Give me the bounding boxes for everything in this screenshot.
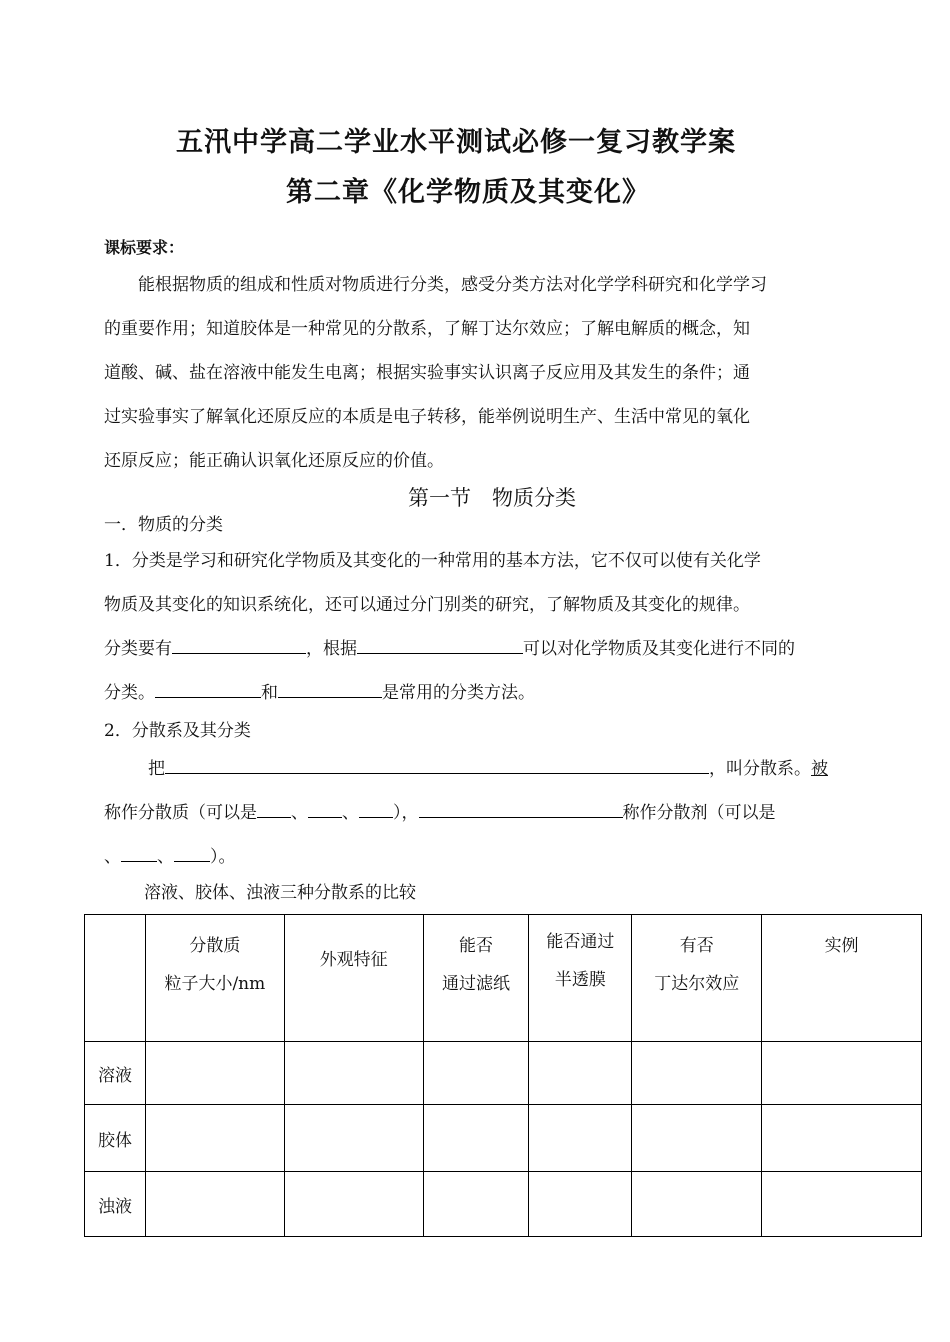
table-cell[interactable] (284, 1172, 423, 1237)
table-row (85, 1172, 922, 1237)
para1-line-3 (104, 634, 795, 659)
table-cell[interactable] (284, 1105, 423, 1172)
standards-line-4: 过实验事实了解氧化还原反应的本质是电子转移，能举例说明生产、生活中常见的氧化 (104, 407, 750, 427)
text: ，根据 (306, 639, 357, 659)
table-cell[interactable] (423, 1105, 529, 1172)
para2-line-2 (104, 798, 776, 823)
text: 被 (811, 759, 828, 779)
row-label-colloid: 胶体 (85, 1105, 146, 1172)
text: 、 (291, 803, 308, 823)
fill-blank[interactable] (165, 757, 709, 774)
subsection-2: 2．分散系及其分类 (104, 721, 251, 741)
table-cell[interactable] (423, 1042, 529, 1105)
header-examples: 实例 (762, 915, 922, 1042)
fill-blank[interactable] (359, 801, 393, 818)
table-cell[interactable] (145, 1042, 284, 1105)
table-row (85, 1042, 922, 1105)
comparison-table (84, 914, 922, 1237)
text: ，叫分散系。 (709, 759, 811, 779)
text: 可以对化学物质及其变化进行不同的 (523, 639, 795, 659)
header-filter-paper: 能否 通过滤纸 (423, 915, 529, 1042)
table-row (85, 1105, 922, 1172)
para2-line-3 (104, 842, 236, 867)
section-title: 第一节 物质分类 (408, 486, 576, 510)
table-corner-cell (85, 915, 146, 1042)
text: 分类要有 (104, 639, 172, 659)
fill-blank[interactable] (357, 637, 523, 654)
table-cell[interactable] (529, 1105, 632, 1172)
fill-blank[interactable] (257, 801, 291, 818)
table-header-row (85, 915, 922, 1042)
text: 是常用的分类方法。 (382, 683, 535, 703)
row-label-solution: 溶液 (85, 1042, 146, 1105)
header-appearance: 外观特征 (284, 915, 423, 1042)
standards-label: 课标要求： (104, 238, 185, 257)
table-cell[interactable] (529, 1042, 632, 1105)
header-semipermeable: 能否通过 半透膜 (529, 915, 632, 1042)
table-cell[interactable] (632, 1172, 762, 1237)
table-cell[interactable] (762, 1042, 922, 1105)
doc-title: 五汛中学高二学业水平测试必修一复习教学案 (176, 127, 736, 158)
para2-line-1 (148, 754, 828, 779)
header-particle-size: 分散质 粒子大小/nm (145, 915, 284, 1042)
standards-line-2: 的重要作用；知道胶体是一种常见的分散系，了解丁达尔效应；了解电解质的概念，知 (104, 319, 750, 339)
text: 、 (342, 803, 359, 823)
table-cell[interactable] (632, 1105, 762, 1172)
fill-blank[interactable] (308, 801, 342, 818)
text: 把 (148, 759, 165, 779)
fill-blank[interactable] (419, 801, 623, 818)
table-cell[interactable] (529, 1172, 632, 1237)
text: 称作分散剂（可以是 (622, 803, 776, 823)
subsection-1: 一．物质的分类 (104, 515, 223, 535)
fill-blank[interactable] (174, 845, 210, 862)
row-label-suspension: 浊液 (85, 1172, 146, 1237)
text: ）， (393, 803, 419, 823)
fill-blank[interactable] (155, 681, 261, 698)
fill-blank[interactable] (278, 681, 382, 698)
table-cell[interactable] (284, 1042, 423, 1105)
text: 分类。 (104, 683, 155, 703)
table-cell[interactable] (762, 1172, 922, 1237)
text: 称作分散质（可以是 (104, 803, 257, 823)
standards-line-1: 能根据物质的组成和性质对物质进行分类，感受分类方法对化学学科研究和化学学习 (138, 275, 767, 295)
text: ）。 (210, 847, 236, 867)
standards-line-5: 还原反应；能正确认识氧化还原反应的价值。 (104, 451, 444, 471)
text: 、 (157, 847, 174, 867)
para1-line-4 (104, 678, 535, 703)
table-cell[interactable] (145, 1172, 284, 1237)
text: 、 (104, 847, 121, 867)
para1-line-1: 1．分类是学习和研究化学物质及其变化的一种常用的基本方法，它不仅可以使有关化学 (104, 551, 761, 571)
table-cell[interactable] (632, 1042, 762, 1105)
fill-blank[interactable] (172, 637, 306, 654)
chapter-title: 第二章《化学物质及其变化》 (286, 177, 650, 208)
standards-line-3: 道酸、碱、盐在溶液中能发生电离；根据实验事实认识离子反应用及其发生的条件；通 (104, 363, 750, 383)
header-tyndall: 有否 丁达尔效应 (632, 915, 762, 1042)
table-cell[interactable] (762, 1105, 922, 1172)
table-cell[interactable] (145, 1105, 284, 1172)
fill-blank[interactable] (121, 845, 157, 862)
text: 和 (261, 683, 278, 703)
table-caption: 溶液、胶体、浊液三种分散系的比较 (144, 883, 416, 903)
para1-line-2: 物质及其变化的知识系统化，还可以通过分门别类的研究，了解物质及其变化的规律。 (104, 595, 750, 615)
table-cell[interactable] (423, 1172, 529, 1237)
